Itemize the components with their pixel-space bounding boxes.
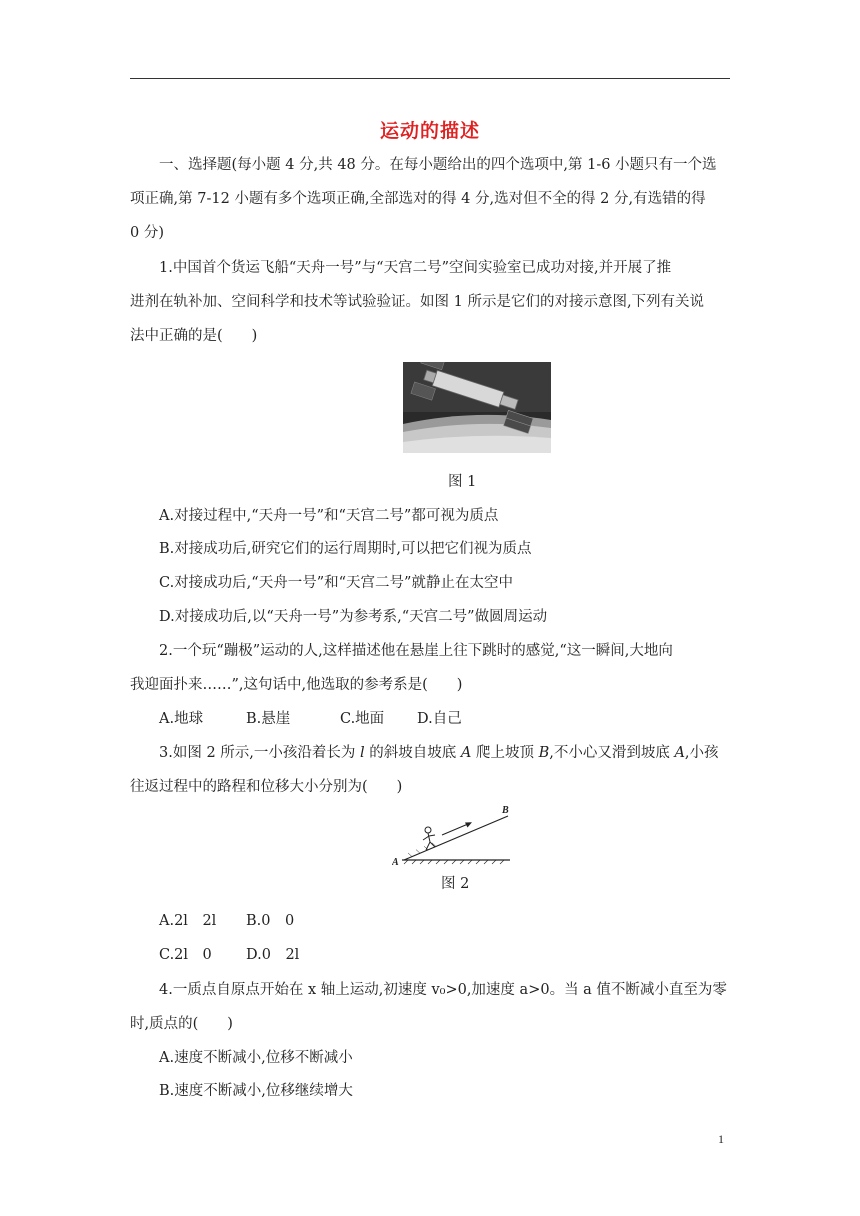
q1-option-d: D.对接成功后,以“天舟一号”为参考系,“天宫二号”做圆周运动 — [159, 609, 548, 625]
q1-stem-line-2: 进剂在轨补加、空间科学和技术等试验验证。如图 1 所示是它们的对接示意图,下列有关说 — [130, 294, 705, 310]
q3-option-b: B.0 0 — [246, 913, 295, 929]
q3-stem-part: 3.如图 2 所示,一小孩沿着长为 — [159, 745, 360, 761]
q3-stem-part: ,小孩 — [684, 745, 719, 761]
q3-option-c: C.2l 0 — [159, 947, 212, 963]
q3-point-a-again: A — [674, 745, 685, 761]
q1-option-a: A.对接过程中,“天舟一号”和“天宫二号”都可视为质点 — [159, 508, 499, 524]
q3-option-a: A.2l 2l — [159, 913, 217, 929]
section-intro-line-1: 一、选择题(每小题 4 分,共 48 分。在每小题给出的四个选项中,第 1-6 小题只有一个选 — [159, 157, 717, 173]
figure-2-caption: 图 2 — [441, 876, 470, 892]
q2-option-b: B.悬崖 — [246, 711, 291, 727]
q3-stem-part: ,不小心又滑到坡底 — [549, 745, 675, 761]
q3-point-a: A — [460, 745, 472, 761]
q3-length-symbol: l — [360, 745, 365, 761]
page-number: 1 — [718, 1132, 724, 1146]
q4-option-a: A.速度不断减小,位移不断减小 — [159, 1050, 353, 1066]
q3-point-b: B — [538, 745, 550, 761]
figure-1-caption: 图 1 — [448, 474, 477, 490]
q2-stem-line-2: 我迎面扑来……”,这句话中,他选取的参考系是( ) — [130, 677, 463, 693]
q4-option-b: B.速度不断减小,位移继续增大 — [159, 1083, 353, 1099]
q2-option-a: A.地球 — [159, 711, 204, 727]
q4-stem-line-2: 时,质点的( ) — [130, 1016, 233, 1032]
figure-2-label-a: A — [392, 857, 399, 866]
q3-stem-line-2: 往返过程中的路程和位移大小分别为( ) — [130, 779, 403, 795]
q1-stem-line-1: 1.中国首个货运飞船“天舟一号”与“天宫二号”空间实验室已成功对接,并开展了推 — [159, 260, 672, 276]
figure-2-slope-diagram — [392, 802, 512, 866]
q1-option-b: B.对接成功后,研究它们的运行周期时,可以把它们视为质点 — [159, 541, 532, 557]
section-intro-line-3: 0 分) — [130, 225, 164, 241]
q2-stem-line-1: 2.一个玩“蹦极”运动的人,这样描述他在悬崖上往下跳时的感觉,“这一瞬间,大地向 — [159, 643, 673, 659]
q3-stem-line-1 — [159, 743, 719, 763]
figure-1-docking-image — [403, 362, 551, 453]
q1-option-c: C.对接成功后,“天舟一号”和“天宫二号”就静止在太空中 — [159, 575, 513, 591]
page-title: 运动的描述 — [379, 120, 480, 142]
q4-stem-line-1: 4.一质点自原点开始在 x 轴上运动,初速度 v₀>0,加速度 a>0。当 a 值不断减小直至为零 — [159, 982, 727, 998]
q3-option-d: D.0 2l — [246, 947, 300, 963]
header-rule — [130, 78, 730, 79]
q3-stem-part: 爬上坡顶 — [471, 745, 539, 761]
section-intro-line-2: 项正确,第 7-12 小题有多个选项正确,全部选对的得 4 分,选对但不全的得 2 分,有选错的得 — [130, 191, 706, 207]
figure-2-label-b: B — [502, 805, 509, 816]
q3-stem-part: 的斜坡自坡底 — [364, 745, 461, 761]
q2-option-d: D.自己 — [417, 711, 462, 727]
q2-option-c: C.地面 — [340, 711, 385, 727]
q1-stem-line-3: 法中正确的是( ) — [130, 328, 258, 344]
